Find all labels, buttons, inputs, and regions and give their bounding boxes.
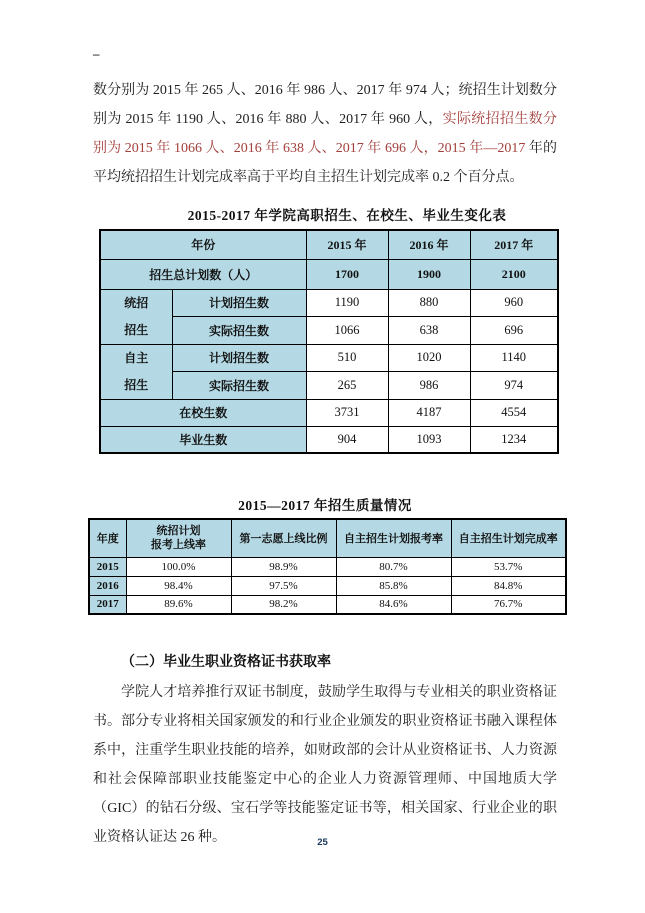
value-cell: 904 — [306, 426, 388, 453]
value-cell: 1140 — [470, 344, 558, 372]
value-cell: 98.2% — [231, 595, 336, 614]
value-cell: 4187 — [388, 399, 470, 426]
table-row — [100, 399, 558, 426]
table-row — [100, 344, 558, 372]
year-2016-cell: 2016 年 — [388, 230, 470, 259]
value-cell: 98.9% — [231, 557, 336, 576]
col2-header: 第一志愿上线比例 — [231, 519, 336, 557]
total-plan-2017: 2100 — [470, 259, 558, 289]
group-label-tongzhao — [100, 289, 172, 344]
value-cell: 1066 — [306, 317, 388, 345]
value-cell: 97.5% — [231, 576, 336, 595]
value-cell: 98.4% — [126, 576, 231, 595]
value-cell: 4554 — [470, 399, 558, 426]
enrolled-label: 在校生数 — [100, 399, 306, 426]
group-label-line2: 招生 — [124, 322, 149, 337]
row-label: 计划招生数 — [172, 289, 306, 317]
group-label-line1: 统招 — [124, 295, 149, 310]
value-cell: 1020 — [388, 344, 470, 372]
group-label-line1: 自主 — [124, 350, 149, 365]
graduates-label: 毕业生数 — [100, 426, 306, 453]
col1-header — [126, 519, 231, 557]
value-cell: 3731 — [306, 399, 388, 426]
total-plan-label: 招生总计划数（人） — [100, 259, 306, 289]
table-header-row — [89, 519, 566, 557]
group-label-zizhu — [100, 344, 172, 399]
value-cell: 638 — [388, 317, 470, 345]
year-cell: 2017 — [89, 595, 126, 614]
value-cell: 1234 — [470, 426, 558, 453]
total-plan-2015: 1700 — [306, 259, 388, 289]
value-cell: 265 — [306, 372, 388, 400]
table-row — [100, 230, 558, 259]
year-header-cell: 年份 — [100, 230, 306, 259]
section-heading: （二）毕业生职业资格证书获取率 — [121, 655, 331, 670]
value-cell: 84.8% — [451, 576, 566, 595]
table-row — [100, 259, 558, 289]
value-cell: 53.7% — [451, 557, 566, 576]
value-cell: 974 — [470, 372, 558, 400]
intro-segment-3: 年的平均统招招生计划完成率高于平均自主招生计划完成率 0.2 个百分点。 — [93, 141, 558, 185]
value-cell: 84.6% — [336, 595, 451, 614]
table-row — [100, 289, 558, 317]
col1-header-line1: 统招计划 — [156, 525, 201, 538]
page-number: 25 — [317, 837, 328, 848]
value-cell: 1093 — [388, 426, 470, 453]
year-cell: 2015 — [89, 557, 126, 576]
value-cell: 960 — [470, 289, 558, 317]
year-2015-cell: 2015 年 — [306, 230, 388, 259]
value-cell: 1190 — [306, 289, 388, 317]
page-header-dash: – — [93, 46, 100, 61]
table-row — [89, 595, 566, 614]
value-cell: 100.0% — [126, 557, 231, 576]
value-cell: 986 — [388, 372, 470, 400]
admission-quality-table — [88, 518, 567, 615]
table-row — [89, 576, 566, 595]
value-cell: 89.6% — [126, 595, 231, 614]
group-label-line2: 招生 — [124, 377, 149, 392]
value-cell: 880 — [388, 289, 470, 317]
row-label: 实际招生数 — [172, 317, 306, 345]
intro-segment-red: 实际统招招生数分别为 2015 年 1066 人、2016 年 638 人、2017 年 696 人，2015 年—2017 — [93, 112, 558, 156]
total-plan-2016: 1900 — [388, 259, 470, 289]
year-2017-cell: 2017 年 — [470, 230, 558, 259]
value-cell: 80.7% — [336, 557, 451, 576]
table-row — [100, 426, 558, 453]
enrollment-change-table — [99, 229, 559, 454]
col3-header: 自主招生计划报考率 — [336, 519, 451, 557]
table2-title: 2015—2017 年招生质量情况 — [238, 498, 412, 513]
value-cell: 510 — [306, 344, 388, 372]
table-row — [89, 557, 566, 576]
value-cell: 696 — [470, 317, 558, 345]
row-label: 实际招生数 — [172, 372, 306, 400]
intro-paragraph — [93, 76, 557, 192]
col1-header-line2: 报考上线率 — [151, 539, 206, 552]
year-cell: 2016 — [89, 576, 126, 595]
row-label: 计划招生数 — [172, 344, 306, 372]
value-cell: 85.8% — [336, 576, 451, 595]
table1-title: 2015-2017 年学院高职招生、在校生、毕业生变化表 — [187, 208, 507, 223]
value-cell: 76.7% — [451, 595, 566, 614]
year-column-header: 年度 — [89, 519, 126, 557]
col4-header: 自主招生计划完成率 — [451, 519, 566, 557]
intro-segment-1: 数分别为 2015 年 265 人、2016 年 986 人、2017 年 974 人；统招生计划数分别为 2015 年 1190 人、2016 年 880 人、2017 年 960 人， — [93, 83, 557, 127]
body-paragraph: 学院人才培养推行双证书制度，鼓励学生取得与专业相关的职业资格证书。部分专业将相关国家颁发的和行业企业颁发的职业资格证书融入课程体系中，注重学生职业技能的培养，如财政部的会计从业资格证书、人力资源和社会保障部职业技能鉴定中心的企业人力资源管理师、中国地质大学（GIC）的钻石分级、宝石学等技能鉴定证书等，相关国家、行业企业的职业资格认证达 26 种。 — [93, 685, 557, 845]
